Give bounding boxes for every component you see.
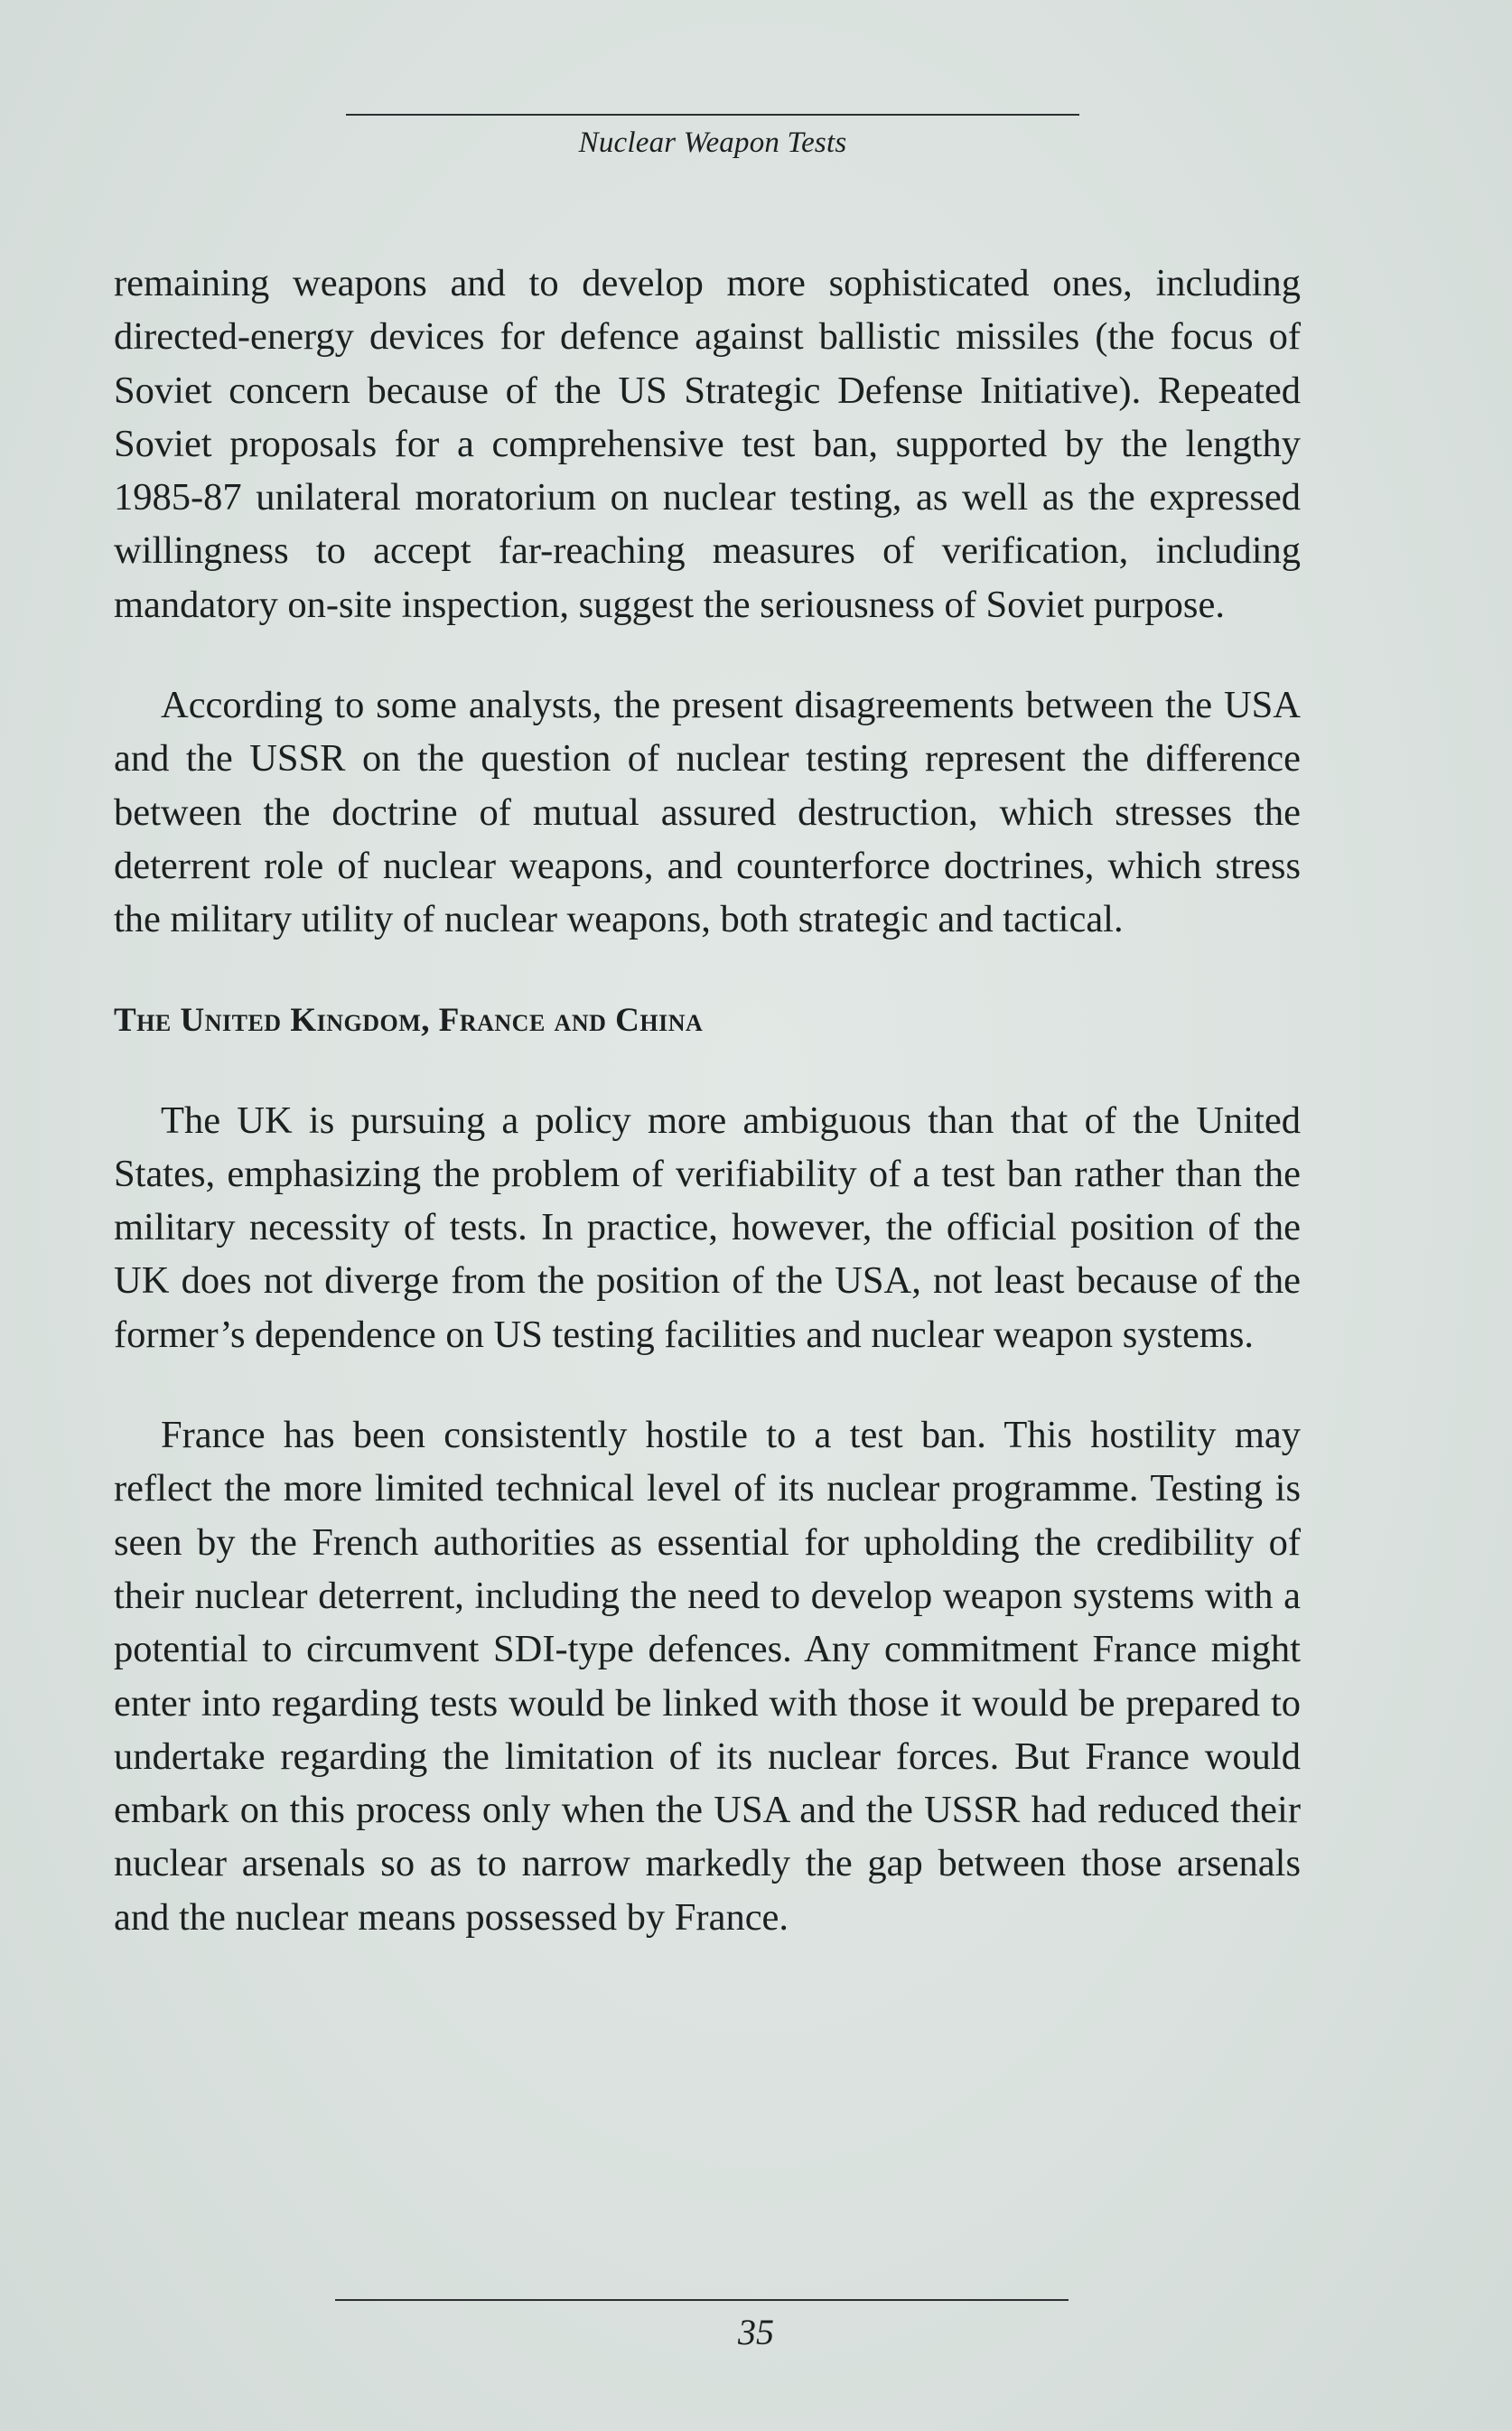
- paragraph-continued: remaining weapons and to develop more sophisticated ones, including directed-energy devices for defence against ballistic missiles (the focus of Soviet concern because of the US Strategic Defense Initiative). Repeated Soviet proposals for a comprehensive test ban, supported by the lengthy 1985-87 unilateral moratorium on nuclear testing, as well as the expressed willingness to accept far-reaching measures of verification, including mandatory on-site inspection, suggest the seriousness of Soviet purpose.: [114, 262, 1301, 626]
- section-heading: The United Kingdom, France and China: [114, 1001, 704, 1039]
- paragraph: According to some analysts, the present disagreements between the USA and the USSR on the question of nuclear testing represent the difference between the doctrine of mutual assured destruction, which stresses the deterrent role of nuclear weapons, and counterforce doctrines, which stress the military utility of nuclear weapons, both strategic and tactical.: [114, 684, 1301, 941]
- running-title: Nuclear Weapon Tests: [578, 126, 847, 159]
- paragraph: France has been consistently hostile to a test ban. This hostility may reflect the more limited technical level of its nuclear programme. Testing is seen by the French authorities as essential for upholding the credibility of their nuclear deterrent, including the need to develop weapon systems with a potential to circumvent SDI-type defences. Any commitment France might enter into regarding tests would be linked with those it would be prepared to undertake regarding the limitation of its nuclear forces. But France would embark on this process only when the USA and the USSR had reduced their nuclear arsenals so as to narrow markedly the gap between those arsenals and the nuclear means possessed by France.: [114, 1414, 1301, 1939]
- body-text: [114, 257, 1301, 1991]
- paragraph: The UK is pursuing a policy more ambiguous than that of the United States, emphasizing the problem of verifiability of a test ban rather than the military necessity of tests. In practice, however, the official position of the UK does not diverge from the position of the USA, not least because of the former’s dependence on US testing facilities and nuclear weapon systems.: [114, 1099, 1301, 1356]
- footer-rule: [335, 2299, 1069, 2301]
- page-number: 35: [738, 2312, 774, 2352]
- running-head: [346, 114, 1079, 160]
